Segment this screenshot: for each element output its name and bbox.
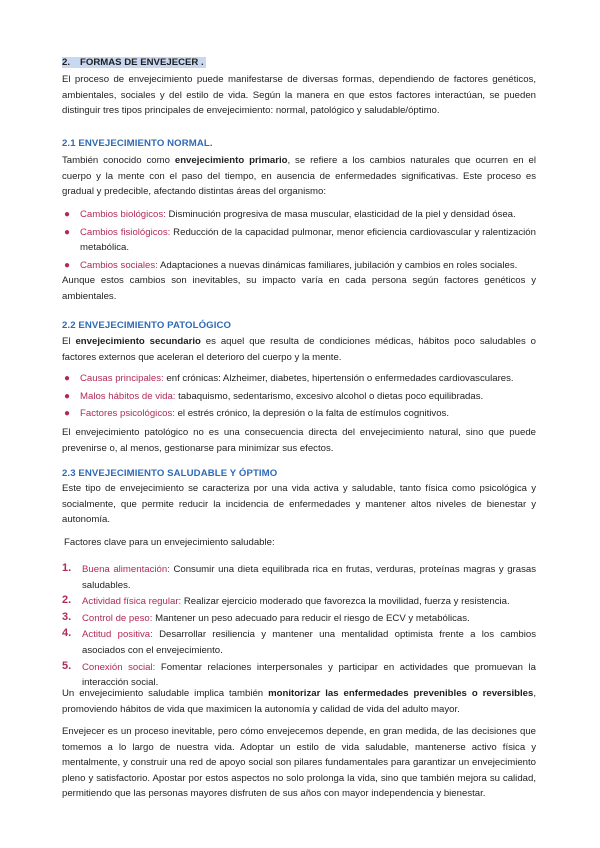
list-item-text: enf crónicas: Alzheimer, diabetes, hipertensión o enfermedades cardiovasculares. [163,373,514,384]
list-item-term: Cambios biológicos: [80,209,166,220]
pathological-intro [62,334,536,365]
healthy-closing-a: Un envejecimiento saludable implica también [62,688,269,699]
list-item-term: Causas principales: [80,373,164,384]
list-item-number: 1. [62,562,72,574]
section-heading-highlight [62,57,206,68]
list-item [62,406,536,422]
list-item [62,389,536,405]
list-item-number: 4. [62,627,72,640]
list-item-text: Reducción de la capacidad pulmonar, menor eficiencia cardiovascular y ralentización metabólica. [80,226,536,254]
pathological-closing: El envejecimiento patológico no es una consecuencia directa del envejecimiento natural, sino que puede prevenirse o, al menos, gestionarse para minimizar sus efectos. [62,427,536,454]
healthy-closing-bold: monitorizar las enfermedades prevenibles o reversibles [268,688,534,699]
list-item-term: Cambios fisiológicos: [80,226,171,238]
section-number: 2. [62,57,71,68]
list-item-text: Consumir una dieta equilibrada rica en frutas, verduras, proteínas magras y grasas saludables. [82,564,536,591]
section-intro: El proceso de envejecimiento puede manifestarse de diversas formas, dependiendo de factores genéticos, ambientales, sociales y del estilo de vida. Según la manera en que estos factores interactúan, se pueden distinguir tres tipos principales de envejecimiento: normal, patológico y saludable/óptimo. [62,74,536,117]
section-heading [62,57,206,68]
normal-heading: 2.1 ENVEJECIMIENTO NORMAL. [62,138,213,149]
bullet-icon: ● [64,390,71,402]
list-item-number: 3. [62,610,72,623]
healthy-closing [62,686,536,717]
normal-intro-b: , se refiere a los cambios naturales que ocurren en el cuerpo y la mente con el paso del tiempo, en ausencia de enfermedades significativas. Este proceso es gradual y predecible, afectando distintas áreas del organismo: [62,155,536,198]
pathological-intro-a: El [62,336,76,347]
list-item-text: Disminución progresiva de masa muscular, elasticidad de la piel y densidad ósea. [165,209,516,220]
bullet-icon: ● [64,408,71,420]
list-item-term: Control de peso: [82,612,153,624]
pathological-causes-list [62,371,536,424]
list-item-term: Factores psicológicos: [80,408,175,420]
healthy-closing-b: , promoviendo hábitos de vida que maximicen la autonomía y calidad de vida del adulto mayor. [62,688,536,715]
list-item-term: Cambios sociales: [80,259,158,271]
list-item-number: 2. [62,594,72,607]
pathological-heading: 2.2 ENVEJECIMIENTO PATOLÓGICO [62,320,232,331]
section-title: FORMAS DE ENVEJECER . [80,57,204,68]
list-item [62,371,536,387]
list-item [62,562,536,593]
list-item-term: Buena alimentación: [82,564,170,575]
normal-closing: Aunque estos cambios son inevitables, su impacto varía en cada persona según factores genéticos y ambientales. [62,275,536,302]
list-item [62,627,536,658]
list-item [62,225,536,256]
list-item [62,594,536,610]
list-item-term: Actividad física regular: [82,596,182,608]
list-item-term: Malos hábitos de vida: [80,390,176,402]
final-paragraph: Envejecer es un proceso inevitable, pero cómo envejecemos depende, en gran medida, de las decisiones que tomemos a lo largo de nuestra vida. Adoptar un estilo de vida saludable, mantenerse activo física y mentalmente, y construir una red de apoyo social son pilares fundamentales para garantizar un envejecimiento pleno y satisfactorio. Apostar por estos aspectos no solo prolonga la vida, sino que también mejora su calidad, permitiendo que las personas mayores disfruten de sus años con mayor independencia y bienestar. [62,726,536,800]
list-item-text: Desarrollar resiliencia y mantener una mentalidad optimista frente a los cambios asociados con el envejecimiento. [82,629,536,656]
bullet-icon: ● [64,373,71,384]
normal-intro-bold: envejecimiento primario [174,155,288,166]
list-item-text: el estrés crónico, la depresión o la falta de estímulos cognitivos. [174,408,450,420]
list-item-term: Conexión social: [82,661,156,673]
healthy-intro: Este tipo de envejecimiento se caracteriza por una vida activa y saludable, tanto física como psicológica y socialmente, que permite reducir la incidencia de enfermedades y mantener altos niveles de bienestar y autonomía. [62,483,536,526]
list-item-text: Adaptaciones a nuevas dinámicas familiares, jubilación y cambios en roles sociales. [157,259,518,271]
normal-intro [62,153,536,200]
list-item-text: Realizar ejercicio moderado que favorezca la movilidad, fuerza y resistencia. [181,596,510,608]
list-item-term: Actitud positiva: [82,629,153,641]
healthy-heading: 2.3 ENVEJECIMIENTO SALUDABLE Y ÓPTIMO [62,468,278,479]
list-item [62,258,536,274]
list-item-number: 5. [62,659,72,672]
list-item-text: tabaquismo, sedentarismo, excesivo alcohol o dietas poco equilibradas. [175,390,484,402]
pathological-intro-b: es aquel que resulta de condiciones médicas, hábitos poco saludables o factores externos que aceleran el deterioro del cuerpo y la mente. [62,336,536,363]
normal-intro-a: También conocido como [62,155,175,166]
healthy-factors-label: Factores clave para un envejecimiento saludable: [64,537,275,548]
bullet-icon: ● [64,209,71,220]
list-item [62,207,536,223]
pathological-intro-bold: envejecimiento secundario [75,336,201,347]
bullet-icon: ● [64,226,71,238]
list-item [62,611,536,627]
list-item-text: Mantener un peso adecuado para reducir el riesgo de ECV y metabólicas. [152,612,470,624]
bullet-icon: ● [64,259,71,271]
normal-changes-list [62,207,536,275]
healthy-factors-list [62,562,536,692]
list-item-text: Fomentar relaciones interpersonales y participar en actividades que promuevan la interacción social. [82,661,536,689]
